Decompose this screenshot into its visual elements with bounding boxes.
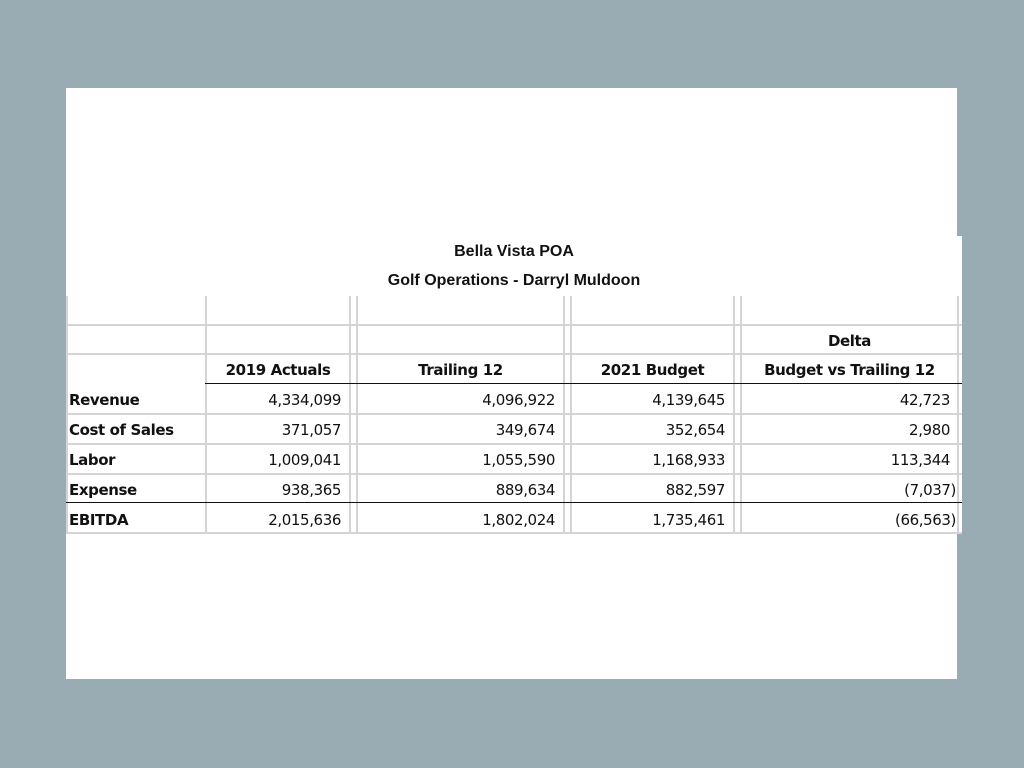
cell-trailing: 1,802,024 — [482, 511, 555, 529]
cell-delta: 42,723 — [899, 391, 950, 409]
grid-hline — [66, 532, 962, 534]
cell-budget: 1,168,933 — [652, 451, 725, 469]
grid-hline — [66, 353, 962, 355]
cell-delta: 2,980 — [909, 421, 950, 439]
table-title: Bella Vista POA — [454, 243, 574, 260]
header-underline — [205, 383, 962, 384]
cell-budget: 882,597 — [665, 481, 725, 499]
header-2021-budget: 2021 Budget — [600, 361, 705, 379]
grid-hline — [66, 324, 962, 326]
cell-actuals: 4,334,099 — [268, 391, 341, 409]
cell-budget: 1,735,461 — [652, 511, 725, 529]
cell-actuals: 938,365 — [281, 481, 341, 499]
row-label: Revenue — [69, 391, 140, 409]
cell-budget: 352,654 — [665, 421, 725, 439]
grid-vline — [733, 296, 735, 534]
header-budget-vs-trailing: Budget vs Trailing 12 — [764, 361, 935, 379]
grid-vline — [66, 296, 68, 534]
cell-delta: 113,344 — [890, 451, 950, 469]
cell-actuals: 2,015,636 — [268, 511, 341, 529]
cell-trailing: 349,674 — [495, 421, 555, 439]
row-label: Labor — [69, 451, 116, 469]
cell-actuals: 371,057 — [281, 421, 341, 439]
total-rule — [66, 502, 962, 503]
header-2019-actuals: 2019 Actuals — [225, 361, 331, 379]
grid-hline — [66, 443, 962, 445]
grid-hline — [66, 473, 962, 475]
grid-vline — [563, 296, 565, 534]
cell-trailing: 889,634 — [495, 481, 555, 499]
row-label: EBITDA — [69, 511, 129, 529]
header-delta: Delta — [827, 332, 872, 350]
cell-budget: 4,139,645 — [652, 391, 725, 409]
cell-actuals: 1,009,041 — [268, 451, 341, 469]
spreadsheet-table — [66, 236, 962, 534]
cell-delta: (7,037) — [904, 481, 956, 499]
cell-trailing: 4,096,922 — [482, 391, 555, 409]
header-trailing-12: Trailing 12 — [418, 361, 503, 379]
cell-delta: (66,563) — [895, 511, 956, 529]
cell-trailing: 1,055,590 — [482, 451, 555, 469]
grid-hline — [66, 413, 962, 415]
row-label: Cost of Sales — [69, 421, 174, 439]
grid-vline — [349, 296, 351, 534]
table-subtitle: Golf Operations - Darryl Muldoon — [387, 272, 641, 289]
row-label: Expense — [69, 481, 137, 499]
grid-vline — [957, 296, 959, 534]
